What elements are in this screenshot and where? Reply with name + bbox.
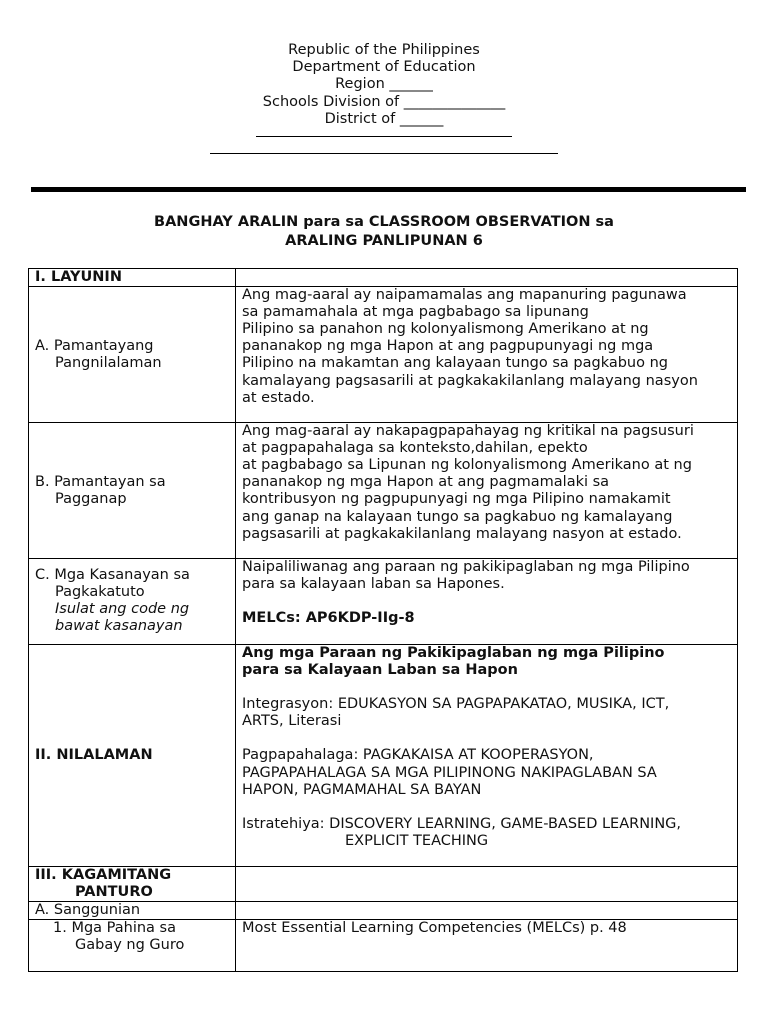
table-row (29, 269, 738, 287)
sanggunian-label: A. Sanggunian (29, 902, 236, 920)
header-divider (31, 187, 746, 192)
lesson-plan-table (28, 268, 738, 972)
table-row (29, 902, 738, 920)
header-region: Region ______ (335, 76, 433, 93)
pamantayang-pangnilalaman-text: Ang mag-aaral ay naipamamalas ang mapanuring pagunawa sa pamamahala at mga pagbabago sa lipunang Pilipino sa panahon ng kolonyalismong Amerikano at ng pananakop ng mga Hapon at ang pagpupunyagi ng mga Pilipino na makamtan ang kalayaan tungo sa pagkabuo ng kamalayang pagsasarili at pagkakakilanlang malayang nasyon at estado. (236, 287, 738, 423)
kagamitang-panturo-value (236, 867, 738, 902)
nilalaman-label: II. NILALAMAN (29, 645, 236, 867)
table-row (29, 867, 738, 902)
kasanayan-text: Naipaliliwanag ang paraan ng pakikipaglaban ng mga Pilipino para sa kalayaan laban sa Hapones. MELCs: AP6KDP-IIg-8 (236, 559, 738, 645)
table-row (29, 287, 738, 423)
melcs-code: MELCs: AP6KDP-IIg-8 (242, 610, 415, 627)
layunin-value (236, 269, 738, 287)
header-department: Department of Education (292, 59, 476, 76)
sanggunian-value (236, 902, 738, 920)
pamantayang-pangnilalaman-label: A. Pamantayang Pangnilalaman (29, 287, 236, 423)
kagamitang-panturo-label: III. KAGAMITANG PANTURO (29, 867, 236, 902)
title-line-1: BANGHAY ARALIN para sa CLASSROOM OBSERVATION sa (154, 214, 614, 230)
table-row (29, 920, 738, 972)
header-republic: Republic of the Philippines (288, 42, 480, 58)
mga-pahina-text: Most Essential Learning Competencies (MELCs) p. 48 (236, 920, 738, 972)
kasanayan-label: C. Mga Kasanayan sa Pagkakatuto Isulat ang code ng bawat kasanayan (29, 559, 236, 645)
nilalaman-text: Ang mga Paraan ng Pakikipaglaban ng mga Pilipino para sa Kalayaan Laban sa Hapon Integrasyon: EDUKASYON SA PAGPAPAKATAO, MUSIKA, ICT, ARTS, Literasi Pagpapahalaga: PAGKAKAISA AT KOOPERASYON, PAGPAPAHALAGA SA MGA PILIPINONG NAKIPAGLABAN SA HAPON, PAGMAMAHAL SA BAYAN Istratehiya: DISCOVERY LEARNING, GAME-BASED LEARNING, EXPLICIT TEACHING (236, 645, 738, 867)
table-row (29, 559, 738, 645)
header-division: Schools Division of ______________ (262, 93, 506, 110)
pamantayan-sa-pagganap-label: B. Pamantayan sa Pagganap (29, 423, 236, 559)
layunin-label: I. LAYUNIN (29, 269, 236, 287)
table-row (29, 645, 738, 867)
mga-pahina-label: 1. Mga Pahina sa Gabay ng Guro (29, 920, 236, 972)
document-header (0, 42, 768, 154)
signature-line-1 (256, 136, 512, 137)
header-district: District of ______ (324, 110, 444, 127)
table-row (29, 423, 738, 559)
title-line-2: ARALING PANLIPUNAN 6 (285, 233, 483, 249)
page-title (0, 213, 768, 251)
signature-line-2 (210, 153, 558, 154)
pamantayan-sa-pagganap-text: Ang mag-aaral ay nakapagpapahayag ng kritikal na pagsusuri at pagpapahalaga sa konteksto,dahilan, epekto at pagbabago sa Lipunan ng kolonyalismong Amerikano at ng pananakop ng mga Hapon at ang pagmamalaki sa kontribusyon ng pagpupunyagi ng mga Pilipino namakamit ang ganap na kalayaan tungo sa pagkabuo ng kamalayang pagsasarili at pagkakakilanlang malayang nasyon at estado. (236, 423, 738, 559)
